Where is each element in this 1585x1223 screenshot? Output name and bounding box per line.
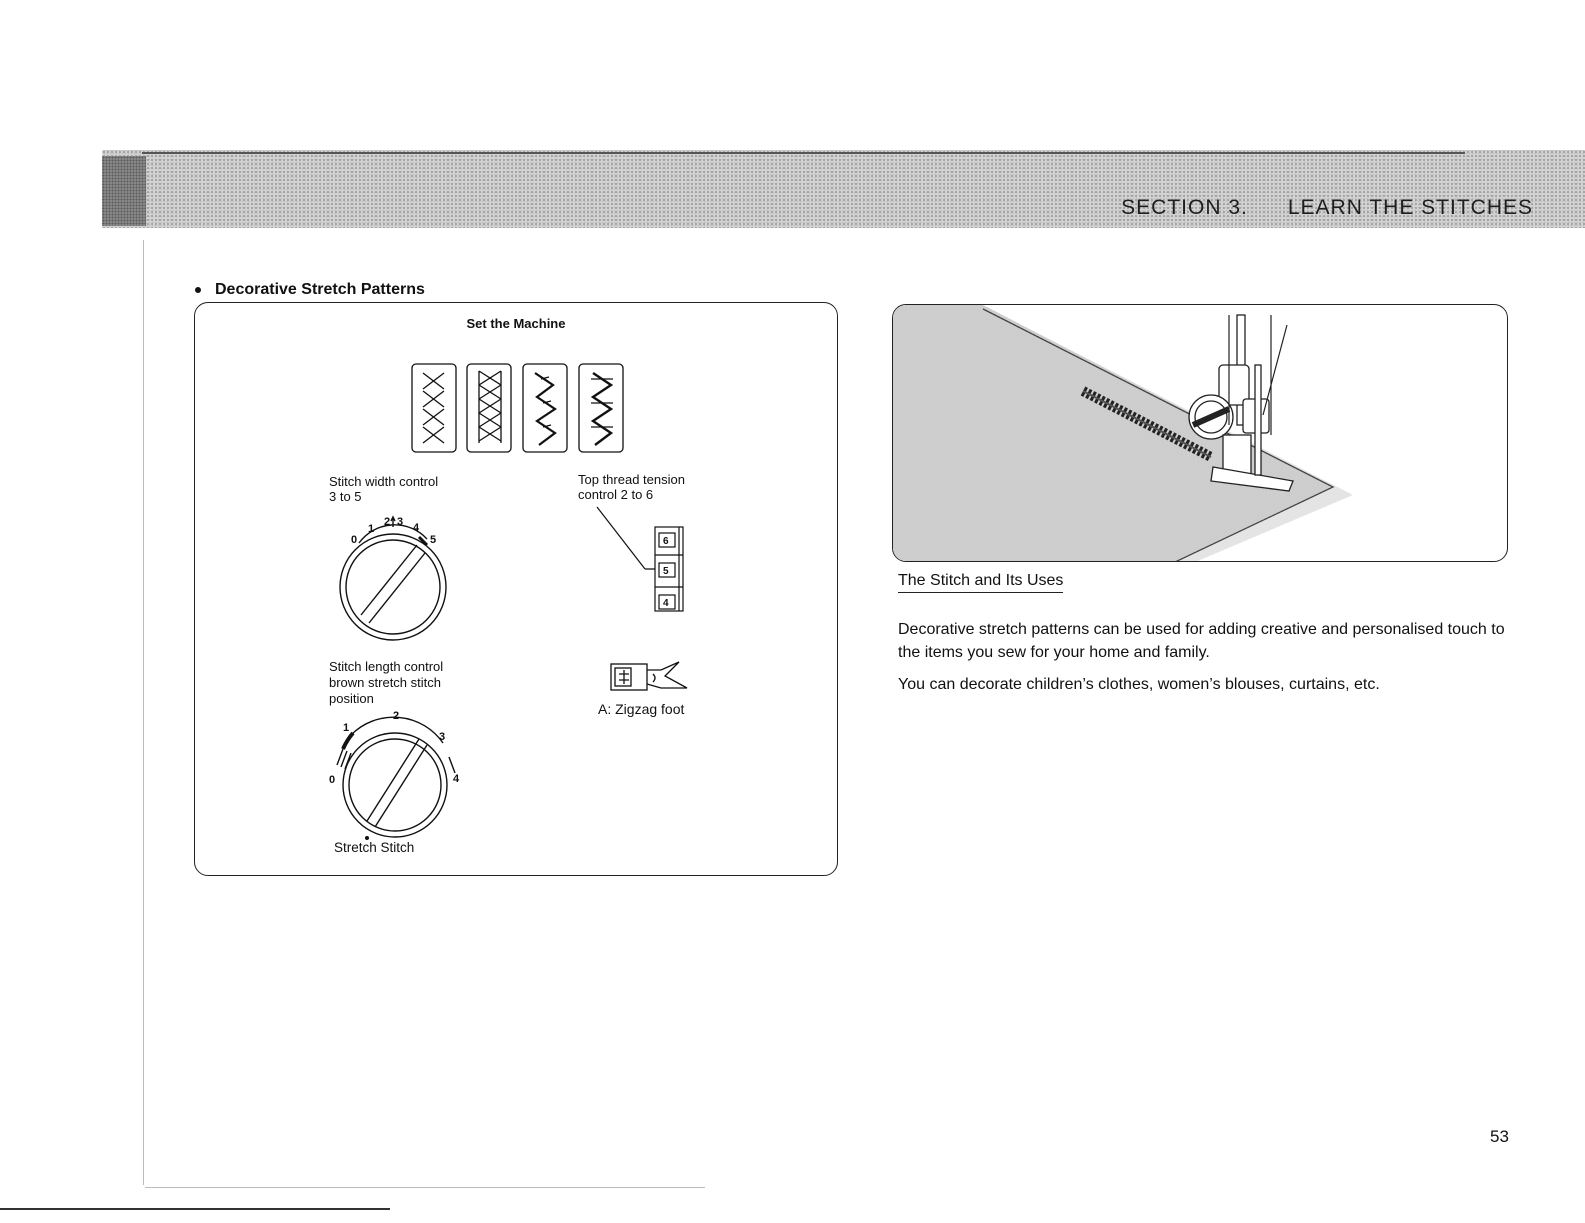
dial-number: 4 bbox=[453, 773, 460, 785]
stitch-width-range: 3 to 5 bbox=[329, 489, 362, 504]
stitch-length-line3: position bbox=[329, 691, 374, 706]
dial-number: 0 bbox=[329, 774, 336, 786]
section-header-band bbox=[102, 150, 1585, 228]
dial-number: 0 bbox=[351, 534, 358, 546]
uses-paragraph-1: Decorative stretch patterns can be used for adding creative and personalised touch to the items you sew for your home and family. bbox=[898, 621, 1505, 661]
stitch-width-label: Stitch width control bbox=[329, 474, 439, 489]
zigzag-foot-label: A: Zigzag foot bbox=[598, 701, 685, 717]
stitch-uses-heading: The Stitch and Its Uses bbox=[898, 572, 1063, 593]
header-tab-block bbox=[102, 156, 146, 226]
dial-number: 3 bbox=[439, 731, 446, 743]
top-thread-label: Top thread tension bbox=[578, 472, 685, 487]
stretch-stitch-caption: Stretch Stitch bbox=[334, 840, 415, 855]
pattern-heading bbox=[193, 281, 425, 299]
dial-number: 1 bbox=[368, 523, 375, 535]
tension-mark: 5 bbox=[663, 566, 669, 577]
section-title bbox=[1121, 196, 1533, 220]
top-thread-range: control 2 to 6 bbox=[578, 487, 654, 502]
stitch-illustration bbox=[892, 304, 1508, 562]
stitch-length-label: Stitch length control bbox=[329, 659, 444, 674]
stitch-pattern-icons bbox=[411, 363, 626, 453]
dial-number: 2 bbox=[393, 710, 400, 722]
margin-rule bbox=[143, 240, 144, 1185]
set-the-machine-panel bbox=[194, 302, 838, 876]
tension-mark: 4 bbox=[663, 598, 669, 609]
stitch-length-dial bbox=[323, 705, 473, 845]
zigzag-foot-icon bbox=[609, 660, 689, 694]
tension-mark: 6 bbox=[663, 536, 669, 547]
page-number: 53 bbox=[1490, 1127, 1509, 1146]
sewing-foot-illustration bbox=[893, 305, 1508, 562]
pattern-heading-text: Decorative Stretch Patterns bbox=[215, 281, 425, 298]
stitch-width-dial bbox=[335, 515, 465, 655]
section-label: SECTION 3. bbox=[1121, 196, 1248, 219]
dial-number: 4 bbox=[413, 522, 420, 534]
uses-paragraph-2: You can decorate children’s clothes, women’s blouses, curtains, etc. bbox=[898, 676, 1380, 693]
dial-number: 2 bbox=[384, 516, 391, 528]
stitch-length-line2: brown stretch stitch bbox=[329, 675, 441, 690]
dial-number: 3 bbox=[397, 516, 404, 528]
bottom-edge-rule bbox=[0, 1208, 390, 1210]
section-name: LEARN THE STITCHES bbox=[1287, 196, 1533, 219]
dial-number: 1 bbox=[343, 722, 350, 734]
panel-title: Set the Machine bbox=[466, 316, 566, 331]
bullet-icon bbox=[195, 287, 201, 293]
header-top-rule bbox=[142, 152, 1465, 154]
bottom-margin-rule bbox=[145, 1187, 705, 1188]
tension-control-icon bbox=[595, 505, 695, 615]
dial-number: 5 bbox=[430, 534, 437, 546]
